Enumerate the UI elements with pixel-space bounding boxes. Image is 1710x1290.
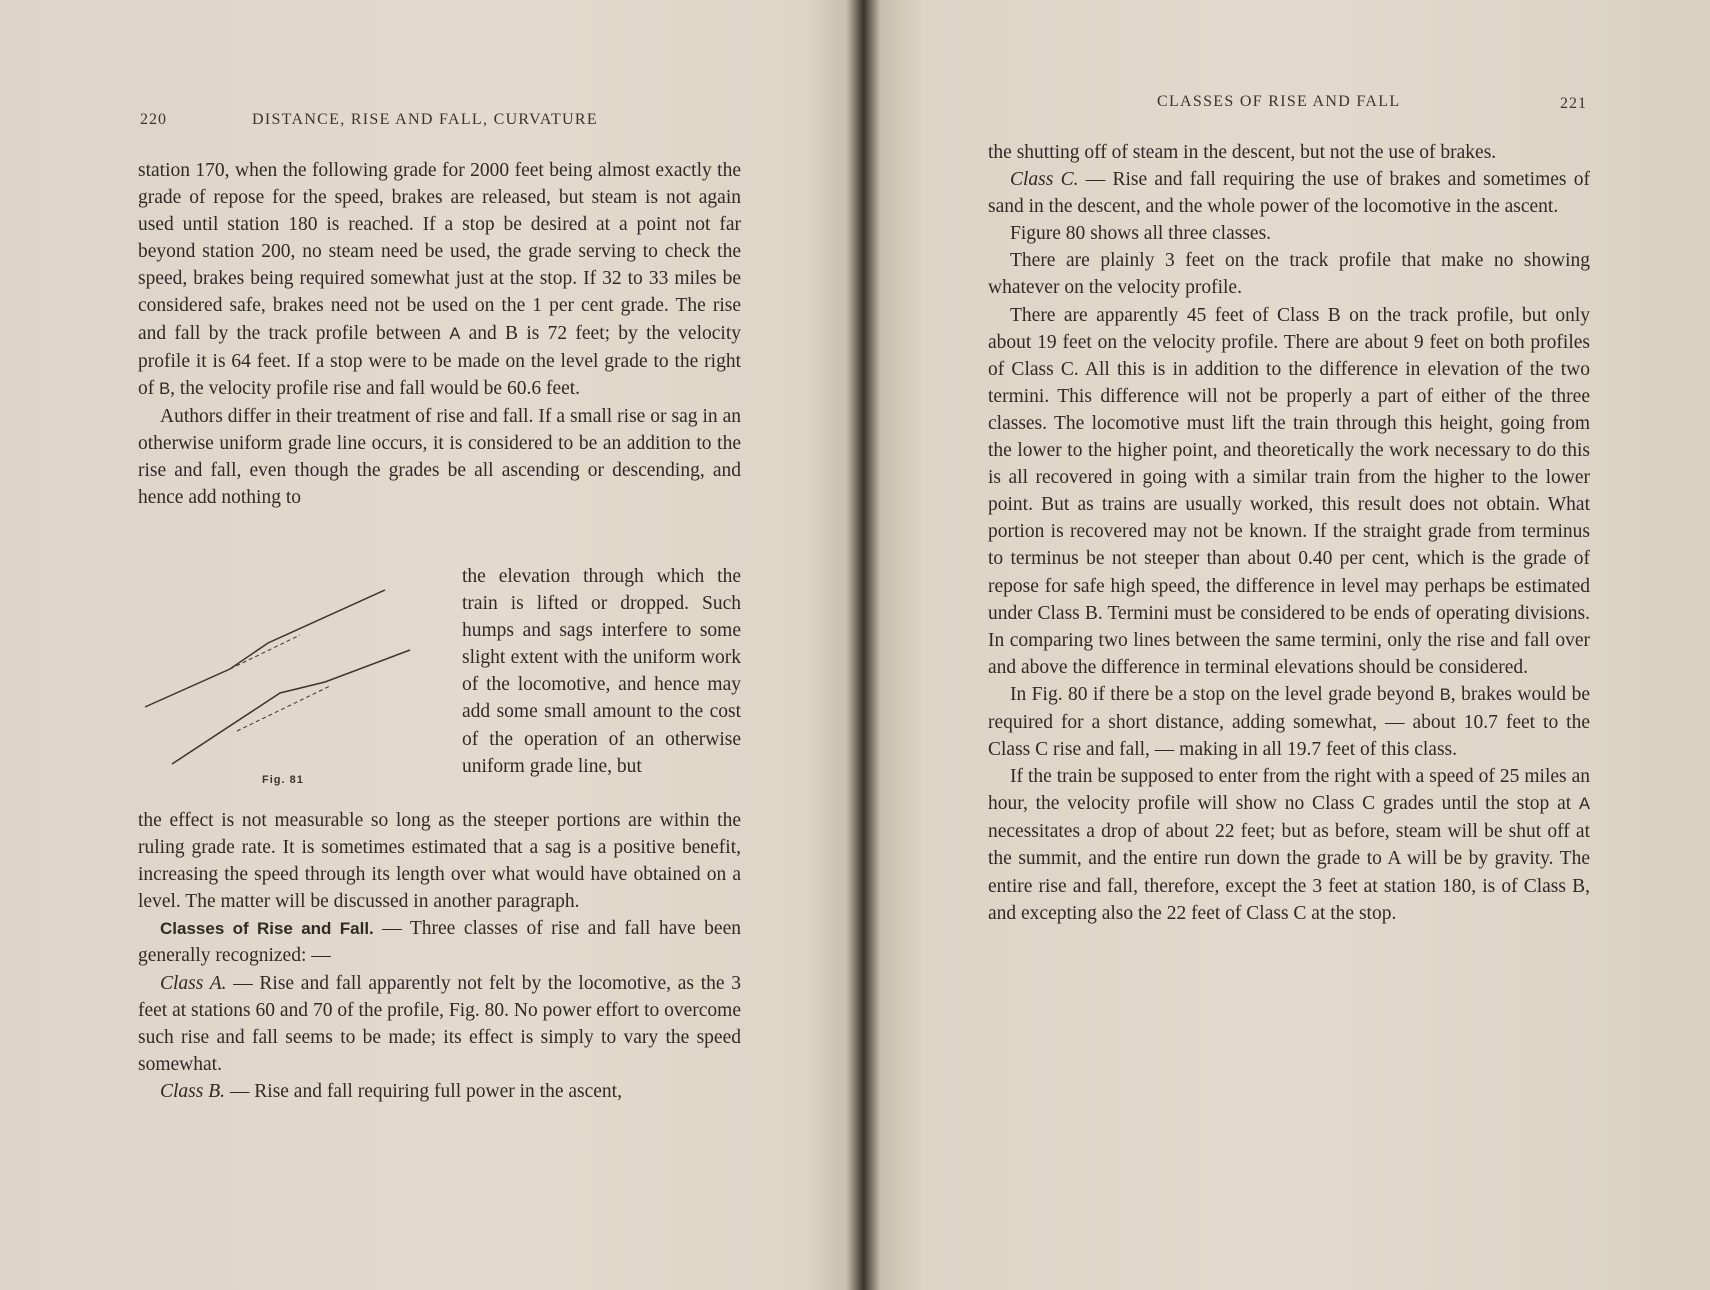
paragraph: the effect is not measurable so long as the steeper portions are within the ruling grade rate. It is sometimes estimated that a sag is a positive benefit, increasing the speed through its length over what would have obtained on a level. The matter will be discussed in another paragraph. xyxy=(138,810,741,913)
class-label: Class B. xyxy=(160,1080,226,1102)
text-run: necessitates a drop of about 22 feet; but as before, steam will be shut off at the summit, and the entire run down the grade to A will be by gravity. The entire rise and fall, therefore, except the 3 feet at station 180, is of Class B, and excepting also the 22 feet of Class C at the stop. xyxy=(988,821,1590,924)
paragraph xyxy=(138,1078,741,1105)
right-text xyxy=(988,139,1590,927)
text-run: — Rise and fall requiring full power in the ascent, xyxy=(225,1080,622,1102)
paragraph: There are apparently 45 feet of Class B on the track profile, but only about 19 feet on the velocity profile. There are about 9 feet on both profiles of Class C. All this is in addition to the difference in elevation of the two termini. This difference will not be properly a part of either of the three classes. The locomotive must lift the train through this height, going from the lower to the higher point, and theoretically the work necessary to do this is all recovered in going with a similar train from the higher to the lower point. But as trains are usually worked, this result does not obtain. What portion is recovered may not be known. If the straight grade from terminus to terminus be not steeper than about 0.40 per cent, which is the grade of repose for safe high speed, the difference in level may perhaps be estimated under Class B. Termini must be considered to be ends of operating divisions. In comparing two lines between the same termini, only the rise and fall over and above the difference in terminal elevations should be considered. xyxy=(988,304,1590,678)
text-run: — Rise and fall apparently not felt by the locomotive, as the 3 feet at stations 60 and 70 of the profile, Fig. 80. No power effort to overcome such rise and fall seems to be made; its effect is simply to vary the speed somewhat. xyxy=(138,972,741,1075)
text-run: and xyxy=(460,322,506,344)
left-text-bottom xyxy=(138,807,741,1105)
text-run: In Fig. 80 if there be a stop on the level grade beyond xyxy=(1010,683,1440,705)
text-run: — Rise and fall requiring the use of brakes and sometimes of sand in the descent, and the whole power of the locomotive in the ascent. xyxy=(988,169,1590,218)
paragraph xyxy=(138,915,741,969)
left-text-top xyxy=(138,157,741,511)
point-label-b: B xyxy=(159,379,171,398)
upper-dashed-line xyxy=(230,635,300,669)
paragraph: the shutting off of steam in the descent, but not the use of brakes. xyxy=(988,142,1497,163)
upper-grade-line xyxy=(145,590,385,707)
paragraph xyxy=(138,970,741,1078)
class-label: Class A. xyxy=(160,972,227,994)
left-text-wrap xyxy=(462,563,741,780)
text-run: station 170, when the following grade for 2000 feet being almost exactly the grade of repose for the speed, brakes are released, but steam is not again used until station 180 is reached. If a stop be desired at a point not far beyond station 200, no steam need be used, the grade serving to check the speed, brakes being required somewhat just at the stop. If 32 to 33 miles be considered safe, brakes need not be used on the 1 per cent grade. The rise and fall by the track profile between xyxy=(138,160,741,344)
point-label-a: A xyxy=(1578,795,1590,814)
point-label-b: B xyxy=(1439,685,1451,704)
text-run: — Three classes of rise and fall have been generally recognized: — xyxy=(138,918,741,967)
figure-caption: Fig. 81 xyxy=(262,774,304,786)
paragraph: the elevation through which the train is lifted or dropped. Such humps and sags interfere to some slight extent with the uniform work of the locomotive, and hence may add some small amount to the cost of the operation of an otherwise uniform grade line, but xyxy=(462,566,741,777)
lower-grade-line xyxy=(172,650,410,764)
page-number-left: 220 xyxy=(140,111,167,128)
figure-81 xyxy=(130,578,420,798)
right-page xyxy=(875,0,1710,1290)
paragraph xyxy=(988,681,1590,763)
running-head-right: CLASSES OF RISE AND FALL xyxy=(1157,93,1401,110)
point-label-a: A xyxy=(449,324,461,343)
running-head-left: DISTANCE, RISE AND FALL, CURVATURE xyxy=(252,111,598,128)
point-label-b: B xyxy=(505,322,519,344)
paragraph xyxy=(988,166,1590,220)
text-run: , brakes would be required for a short distance, adding somewhat, — about 10.7 feet to the Class C rise and fall, — making in all 19.7 feet of this class. xyxy=(988,683,1590,761)
section-heading: Classes of Rise and Fall. xyxy=(160,919,374,939)
grade-line-diagram xyxy=(130,578,420,798)
text-run: If the train be supposed to enter from the right with a speed of 25 miles an hour, the velocity profile will show no Class C grades until the stop at xyxy=(988,766,1590,815)
paragraph: Authors differ in their treatment of rise and fall. If a small rise or sag in an otherwise uniform grade line occurs, it is considered to be an addition to the rise and fall, even though the grades be all ascending or descending, and hence add nothing to xyxy=(138,405,741,509)
paragraph xyxy=(988,763,1590,927)
class-label: Class C. xyxy=(1010,169,1079,191)
page-number-right: 221 xyxy=(1560,95,1587,112)
text-run: is 72 feet; by the velocity profile it is 64 feet. If a stop were to be made on the level grade to the right of xyxy=(138,322,741,399)
paragraph: There are plainly 3 feet on the track profile that make no showing whatever on the velocity profile. xyxy=(988,250,1590,299)
paragraph: Figure 80 shows all three classes. xyxy=(1010,223,1272,245)
paragraph xyxy=(138,157,741,403)
text-run: , the velocity profile rise and fall would be 60.6 feet. xyxy=(170,377,581,399)
